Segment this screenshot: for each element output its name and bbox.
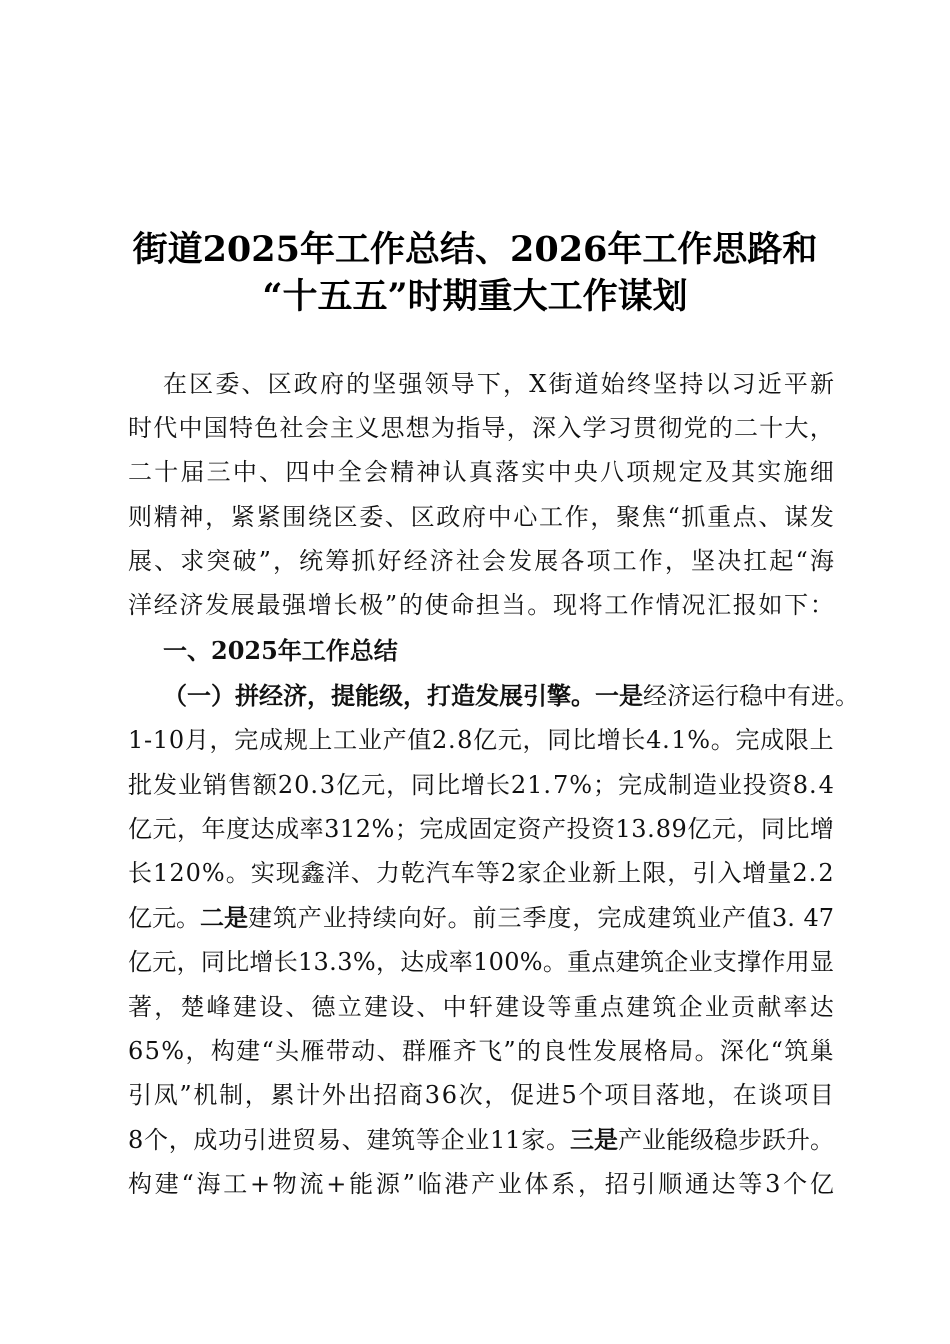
document-title-line-2: “十五五”时期重大工作谋划 (262, 276, 688, 317)
intro-line: 在 区 委 、 区 政 府 的 坚 强 领 导 下 ， X 街 道 始 终 坚 持 以 习 近 平 新 (163, 370, 834, 398)
intro-line: 则 精 神 ， 紧 紧 围 绕 区 委 、 区 政 府 中 心 工 作 ， 聚 焦 “ 抓 重 点 、 谋 发 (128, 503, 834, 531)
body-line: 6 5 % ， 构 建 “ 头 雁 带 动 、 群 雁 齐 飞 ” 的 良 性 发 展 格 局 。 深 化 “ 筑 巢 (128, 1037, 834, 1065)
point-3-title: 产业能级稳步跃升。 (618, 1126, 834, 1154)
body-line: 引 凤 ” 机 制 ， 累 计 外 出 招 商 3 6 次 ， 促 进 5 个 项 目 落 地 ， 在 谈 项 目 (128, 1081, 834, 1109)
body-text: 8个，成功引进贸易、建筑等企业11家。 (128, 1126, 570, 1154)
body-text: 亿元。 (128, 904, 200, 932)
subsection-heading-line (163, 681, 859, 711)
section-heading: 一、2025年工作总结 (163, 636, 398, 665)
body-line-point-3 (128, 1125, 834, 1155)
body-line: 1 - 1 0 月 ， 完 成 规 上 工 业 产 值 2 . 8 亿 元 ， 同 比 增 长 4 . 1 % 。 完 成 限 上 (128, 726, 834, 754)
intro-line: 二 十 届 三 中 、 四 中 全 会 精 神 认 真 落 实 中 央 八 项 规 定 及 其 实 施 细 (128, 458, 834, 486)
point-marker-2: 二是 (200, 903, 248, 932)
subsection-title: （一）拼经济，提能级，打造发展引擎。 (163, 681, 595, 710)
body-line: 亿 元 ， 同 比 增 长 1 3 . 3 % ， 达 成 率 1 0 0 % 。 重 点 建 筑 企 业 支 撑 作 用 显 (128, 948, 834, 976)
intro-line: 展 、 求 突 破 ” ， 统 筹 抓 好 经 济 社 会 发 展 各 项 工 作 ， 坚 决 扛 起 “ 海 (128, 547, 834, 575)
document-title-line-1: 街道2025年工作总结、2026年工作思路和 (132, 229, 818, 270)
body-line: 著 ， 楚 峰 建 设 、 德 立 建 设 、 中 轩 建 设 等 重 点 建 筑 企 业 贡 献 率 达 (128, 993, 834, 1021)
point-2-text: 建筑产业持续向好。前三季度，完成建筑业产值3. 47 (248, 904, 834, 932)
body-line: 构 建 “ 海 工 + 物 流 + 能 源 ” 临 港 产 业 体 系 ， 招 引 顺 通 达 等 3 个 亿 (128, 1170, 834, 1198)
point-marker-3: 三是 (570, 1125, 618, 1154)
point-marker-1: 一是 (595, 681, 643, 710)
body-line: 亿 元 ， 年 度 达 成 率 3 1 2 % ； 完 成 固 定 资 产 投 资 1 3 . 8 9 亿 元 ， 同 比 增 (128, 815, 834, 843)
intro-line: 洋 经 济 发 展 最 强 增 长 极 ” 的 使 命 担 当 。 现 将 工 作 情 况 汇 报 如 下 ： (128, 591, 834, 619)
intro-line: 时 代 中 国 特 色 社 会 主 义 思 想 为 指 导 ， 深 入 学 习 贯 彻 党 的 二 十 大 ， (128, 414, 834, 442)
body-line: 批 发 业 销 售 额 2 0 . 3 亿 元 ， 同 比 增 长 2 1 . 7 % ； 完 成 制 造 业 投 资 8 . 4 (128, 771, 834, 799)
point-1-title: 经济运行稳中有进。 (643, 682, 859, 710)
body-line: 长 1 2 0 % 。 实 现 鑫 洋 、 力 乾 汽 车 等 2 家 企 业 新 上 限 ， 引 入 增 量 2 . 2 (128, 859, 834, 887)
body-line-point-2 (128, 903, 834, 933)
